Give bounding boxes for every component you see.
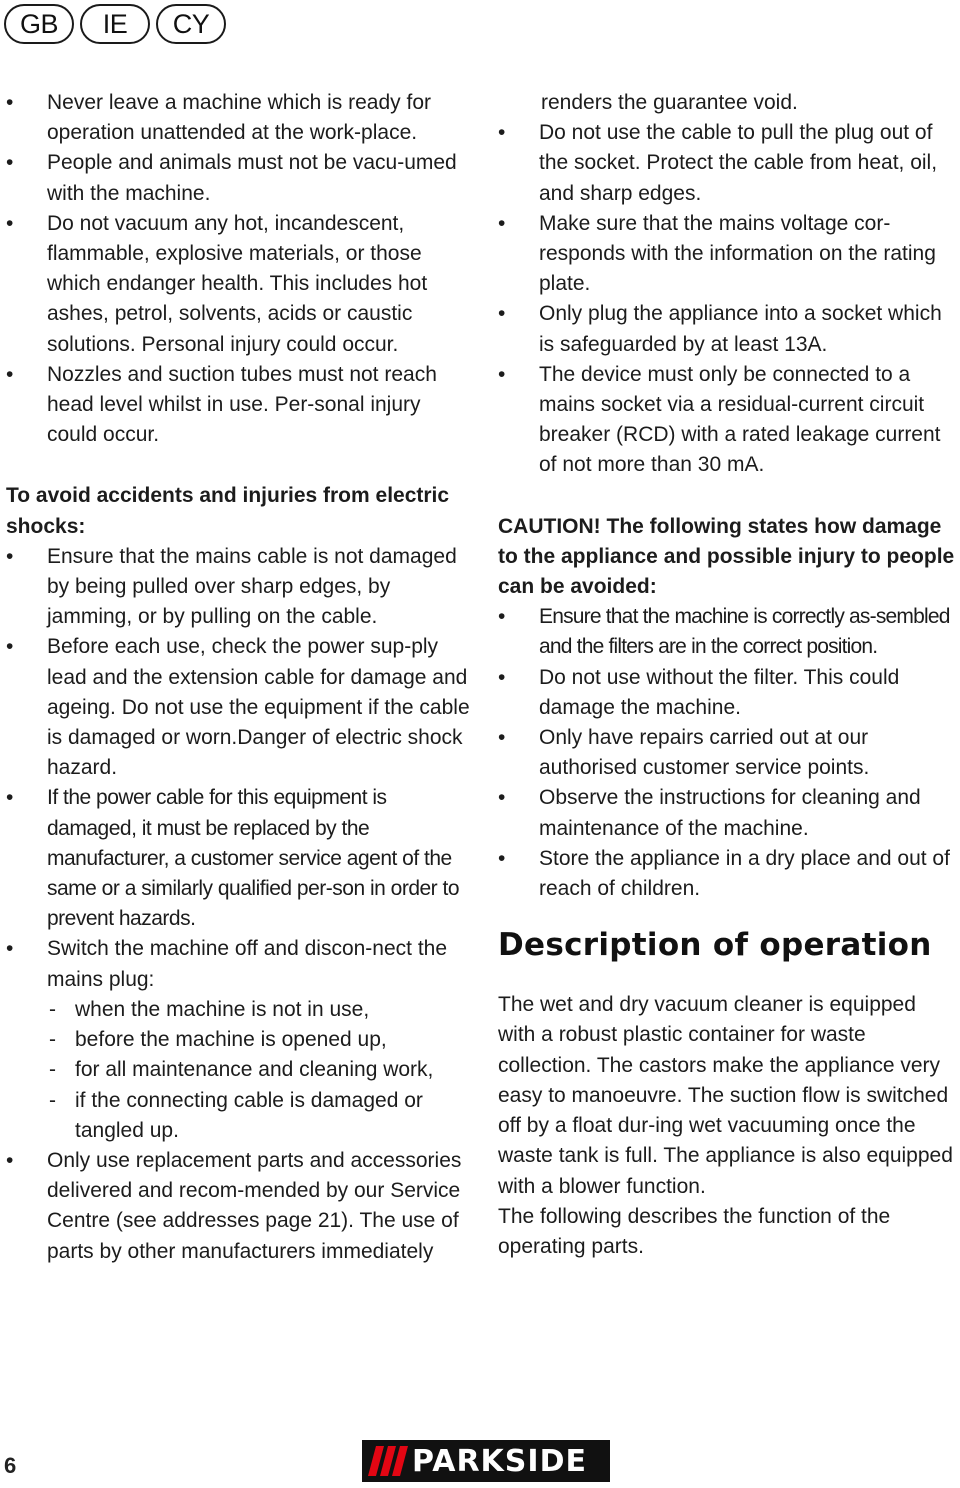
sublist-item: - if the connecting cable is damaged or tangled up. [47,1086,476,1146]
description-paragraph: The wet and dry vacuum cleaner is equipped with a robust plastic container for waste collection. The castors make the appliance very easy to manoeuvre. The suction flow is switched off by a float dur-ing wet vacuuming once the waste tank is full. The appliance is also equipped with a blower function. [498,993,953,1198]
caution-heading: CAUTION! The following states how damage to the appliance and possible injury to people can be avoided: [498,514,955,599]
list-item: • Nozzles and suction tubes must not reach head level whilst in use. Per-sonal injury could occur. [6,360,476,451]
parkside-logo [362,1440,610,1482]
logo-stripes-icon [362,1440,408,1482]
list-item [6,934,476,1145]
list-item: • Do not use the cable to pull the plug out of the socket. Protect the cable from heat, oil, and sharp edges. [498,118,958,209]
electric-shock-heading: To avoid accidents and injuries from electric shocks: [6,484,450,538]
list-item: • Observe the instructions for cleaning and maintenance of the machine. [498,783,958,843]
list-item: • Before each use, check the power sup-ply lead and the extension cable for damage and ageing. Do not use the equipment if the cable is damaged or worn.Danger of electric shock hazard. [6,632,476,783]
safety-list-cable [498,118,958,480]
list-item: • Store the appliance in a dry place and out of reach of children. [498,844,958,904]
switch-off-text: Switch the machine off and discon-nect the mains plug: [47,937,448,991]
description-paragraph-2: The following describes the function of the operating parts. [498,1204,891,1258]
logo-text: PARKSIDE [412,1443,587,1479]
list-item: • Never leave a machine which is ready for operation unattended at the work-place. [6,88,476,148]
sublist-item: - before the machine is opened up, [47,1025,476,1055]
list-item: • Only use replacement parts and accessories delivered and recom-mended by our Service Centre (see addresses page 21). The use of parts by other manufacturers immediately [6,1146,476,1267]
switch-off-sublist [6,995,476,1146]
list-item: • People and animals must not be vacu-umed with the machine. [6,148,476,208]
sublist-item: - when the machine is not in use, [47,995,476,1025]
list-item: • If the power cable for this equipment is damaged, it must be replaced by the manufacturer, a customer service agent of the same or a similarly qualified per-son in order to prevent hazards. [6,783,476,934]
list-item: • The device must only be connected to a mains socket via a residual-current circuit breaker (RCD) with a rated leakage current of not more than 30 mA. [498,360,958,481]
language-badge-gb: GB [4,4,74,44]
list-item: • Only have repairs carried out at our authorised customer service points. [498,723,958,783]
right-column [498,88,958,1262]
list-item: • Do not vacuum any hot, incandescent, flammable, explosive materials, or those which endanger health. This includes hot ashes, petrol, solvents, acids or caustic solutions. Personal injury could occur. [6,209,476,360]
safety-list-general [6,88,476,450]
language-badge-ie: IE [80,4,150,44]
list-item: • Ensure that the mains cable is not damaged by being pulled over sharp edges, by jamming, or by pulling on the cable. [6,542,476,633]
list-item: • Do not use without the filter. This could damage the machine. [498,663,958,723]
list-item: • Only plug the appliance into a socket which is safeguarded by at least 13A. [498,299,958,359]
sublist-item: - for all maintenance and cleaning work, [47,1055,476,1085]
continuation-text: renders the guarantee void. [541,91,798,114]
section-title: Description of operation [498,927,932,964]
list-item: • Make sure that the mains voltage cor-responds with the information on the rating plate. [498,209,958,300]
list-item: • Ensure that the machine is correctly as-sembled and the filters are in the correct position. [498,602,958,662]
caution-list [498,602,958,904]
safety-list-electric [6,542,476,1267]
language-badges [4,4,226,44]
page-number: 6 [4,1453,17,1478]
language-badge-cy: CY [156,4,226,44]
left-column [6,88,476,1267]
